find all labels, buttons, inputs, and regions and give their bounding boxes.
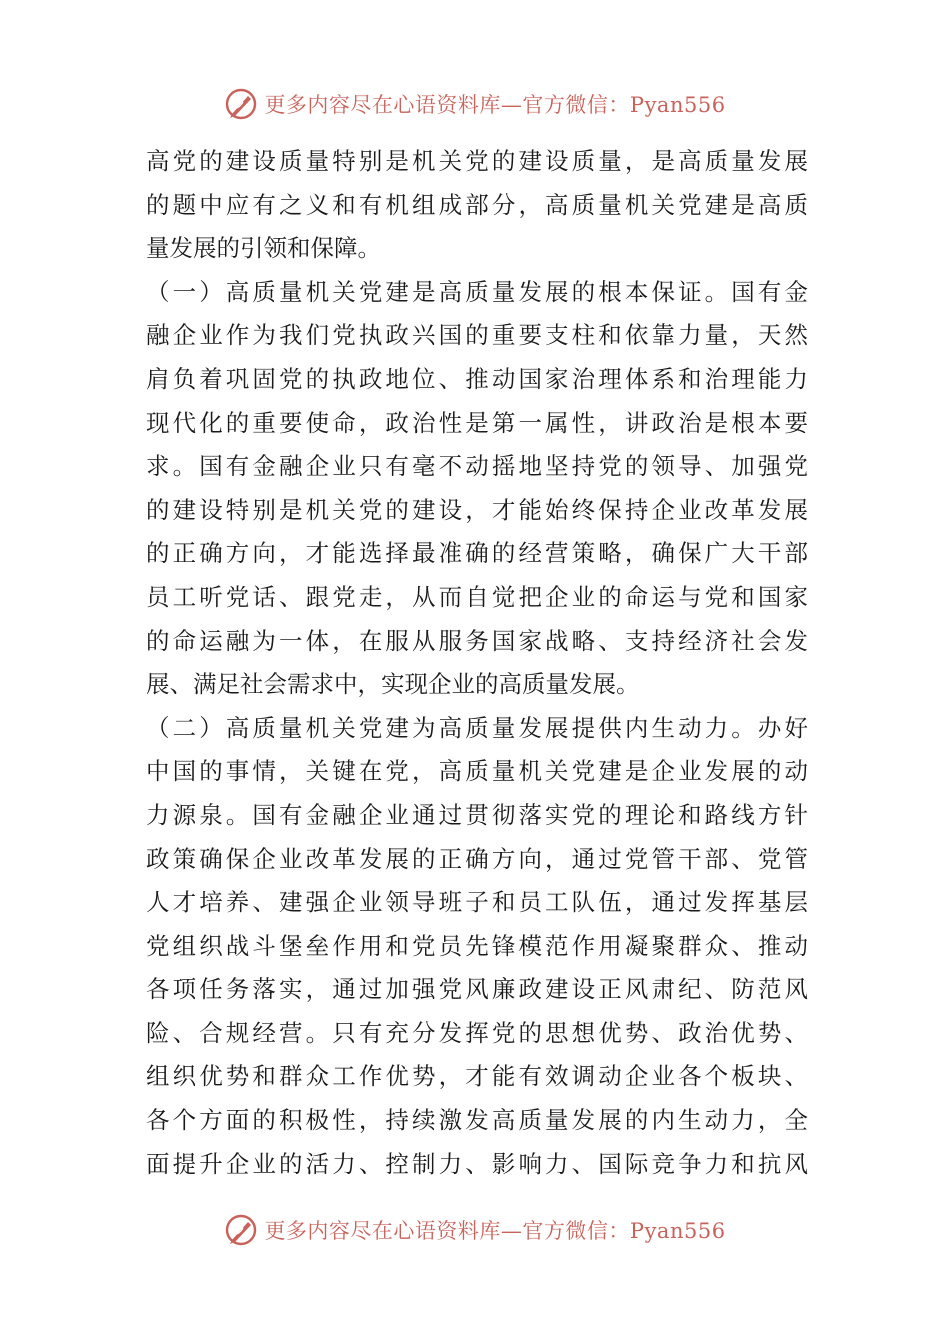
text-line: 各个方面的积极性，持续激发高质量发展的内生动力，全 bbox=[146, 1106, 808, 1135]
document-body bbox=[146, 140, 808, 1186]
paragraph-intro bbox=[146, 140, 808, 271]
text-line: 员工听党话、跟党走，从而自觉把企业的命运与党和国家 bbox=[146, 582, 808, 611]
text-line: 现代化的重要使命，政治性是第一属性，讲政治是根本要 bbox=[146, 408, 808, 437]
text-line: 的正确方向，才能选择最准确的经营策略，确保广大干部 bbox=[146, 539, 808, 568]
quill-pen-logo-icon bbox=[224, 87, 258, 121]
text-line: 的命运融为一体，在服从服务国家战略、支持经济社会发 bbox=[146, 626, 808, 655]
text-line: 肩负着巩固党的执政地位、推动国家治理体系和治理能力 bbox=[146, 364, 808, 393]
text-line: 险、合规经营。只有充分发挥党的思想优势、政治优势、 bbox=[146, 1018, 808, 1047]
text-line: 的建设特别是机关党的建设，才能始终保持企业改革发展 bbox=[146, 495, 808, 524]
text-line: （二）高质量机关党建为高质量发展提供内生动力。办好 bbox=[146, 713, 808, 742]
text-line: 高党的建设质量特别是机关党的建设质量，是高质量发展 bbox=[146, 147, 808, 175]
text-line: 各项任务落实，通过加强党风廉政建设正风肃纪、防范风 bbox=[146, 975, 808, 1004]
text-line: 求。国有金融企业只有毫不动摇地坚持党的领导、加强党 bbox=[146, 452, 808, 481]
text-line: 展、满足社会需求中，实现企业的高质量发展。 bbox=[146, 670, 640, 699]
text-line: （一）高质量机关党建是高质量发展的根本保证。国有金 bbox=[146, 277, 808, 306]
header-banner bbox=[0, 84, 950, 124]
footer-banner-text: 更多内容尽在心语资料库—官方微信：Pyan556 bbox=[264, 1219, 726, 1243]
text-line: 组织优势和群众工作优势，才能有效调动企业各个板块、 bbox=[146, 1062, 808, 1091]
header-banner-text: 更多内容尽在心语资料库—官方微信：Pyan556 bbox=[264, 93, 726, 117]
footer-banner bbox=[0, 1210, 950, 1250]
text-line: 的题中应有之义和有机组成部分，高质量机关党建是高质 bbox=[146, 190, 808, 219]
paragraph-section-two bbox=[146, 707, 808, 1187]
text-line: 中国的事情，关键在党，高质量机关党建是企业发展的动 bbox=[146, 757, 808, 786]
text-line: 量发展的引领和保障。 bbox=[146, 234, 381, 263]
text-line: 人才培养、建强企业领导班子和员工队伍，通过发挥基层 bbox=[146, 888, 808, 917]
quill-pen-logo-icon bbox=[224, 1213, 258, 1247]
text-line: 融企业作为我们党执政兴国的重要支柱和依靠力量，天然 bbox=[146, 321, 808, 350]
text-line: 力源泉。国有金融企业通过贯彻落实党的理论和路线方针 bbox=[146, 800, 808, 829]
text-line: 面提升企业的活力、控制力、影响力、国际竞争力和抗风 bbox=[146, 1149, 808, 1178]
paragraph-section-one bbox=[146, 271, 808, 707]
text-line: 党组织战斗堡垒作用和党员先锋模范作用凝聚群众、推动 bbox=[146, 931, 808, 960]
text-line: 政策确保企业改革发展的正确方向，通过党管干部、党管 bbox=[146, 844, 808, 873]
